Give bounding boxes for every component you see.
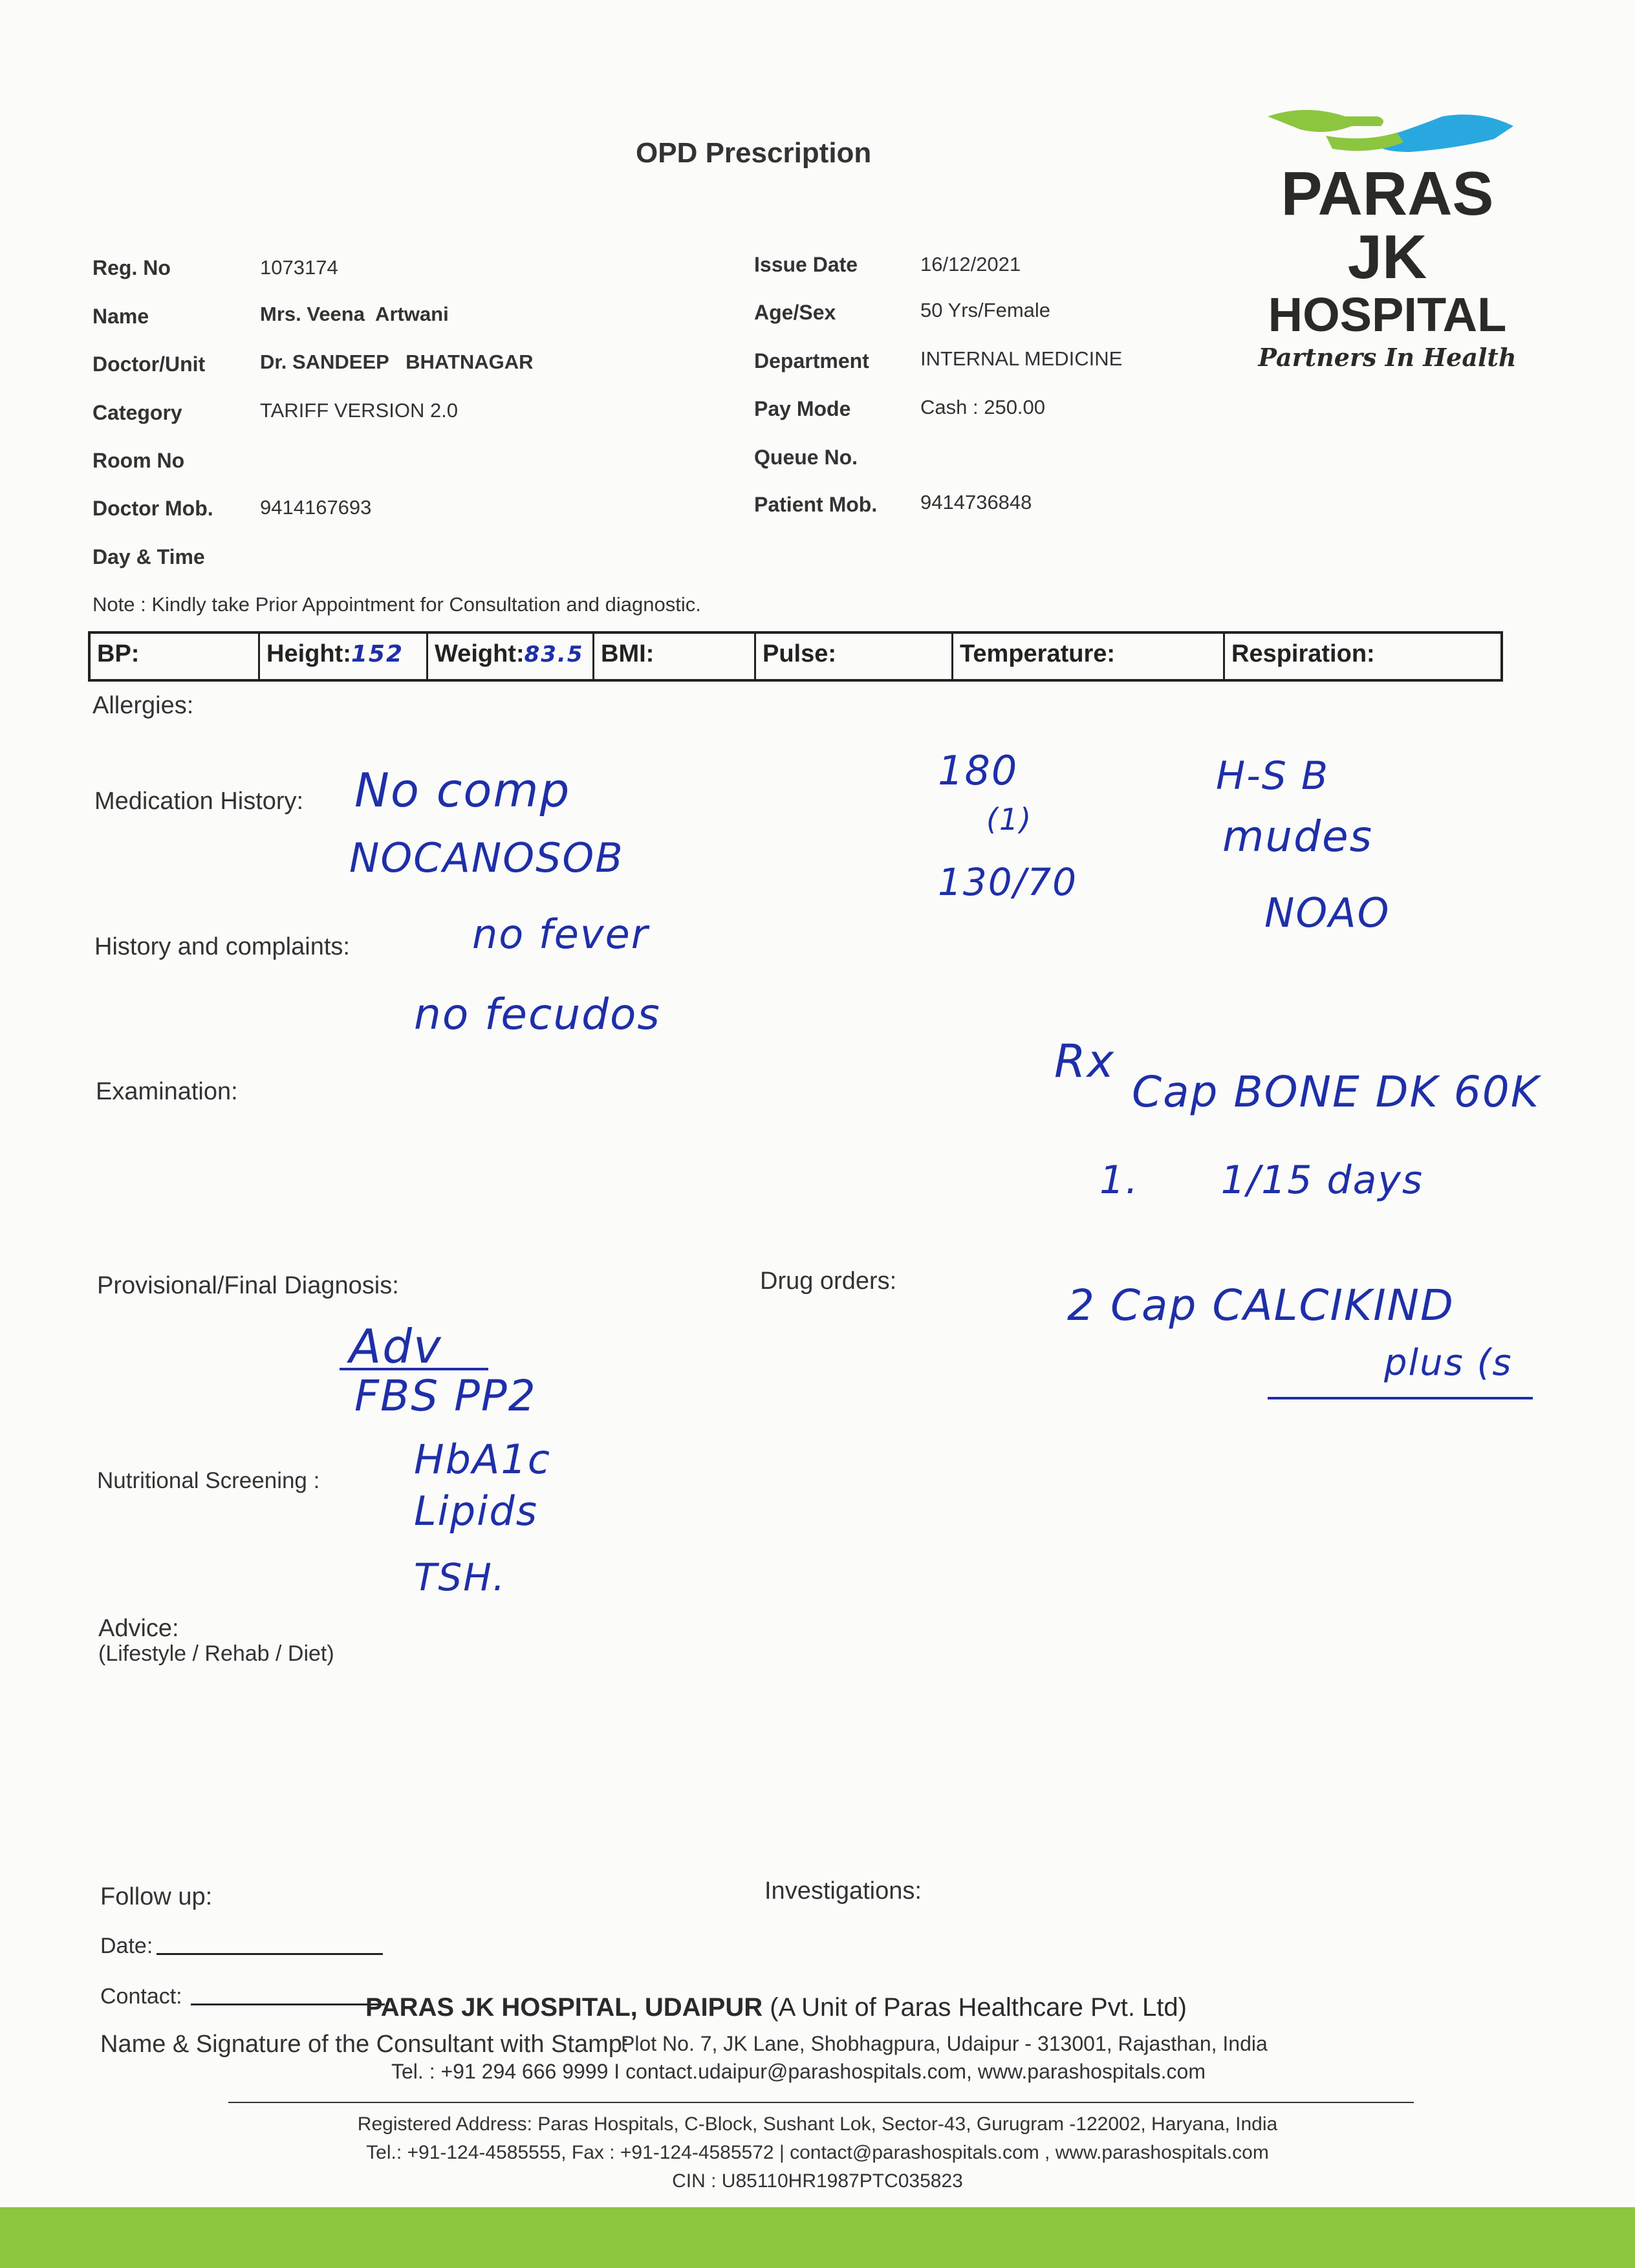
investigations-label: Investigations: bbox=[764, 1877, 922, 1905]
allergies-label: Allergies: bbox=[92, 692, 194, 719]
issue-date-label: Issue Date bbox=[754, 253, 858, 276]
hw-adv-line2: HbA1c bbox=[414, 1436, 551, 1483]
diagnosis-label: Provisional/Final Diagnosis: bbox=[97, 1272, 399, 1299]
weight-value: 83.5 bbox=[524, 642, 584, 667]
hw-hs-line2: mudes bbox=[1222, 812, 1374, 861]
footer-divider bbox=[228, 2102, 1414, 2103]
footer-unit: (A Unit of Paras Healthcare Pvt. Ltd) bbox=[770, 1993, 1187, 2022]
footer-hospital-line bbox=[365, 1993, 1187, 2022]
weight-cell bbox=[428, 634, 594, 679]
nutritional-screening-label: Nutritional Screening : bbox=[97, 1468, 320, 1493]
queue-no-label: Queue No. bbox=[754, 446, 858, 469]
doctor-unit-value: Dr. SANDEEP BHATNAGAR bbox=[260, 351, 534, 373]
hw-hist-line2: no fecudos bbox=[414, 989, 661, 1039]
bp-cell bbox=[91, 634, 260, 679]
department-label: Department bbox=[754, 349, 869, 373]
reg-no-label: Reg. No bbox=[92, 256, 171, 279]
contact-line bbox=[191, 2003, 385, 2005]
issue-date-value: 16/12/2021 bbox=[920, 253, 1021, 275]
hw-drug1-dose: 1. 1/15 days bbox=[1099, 1158, 1424, 1203]
name-value: Mrs. Veena Artwani bbox=[260, 303, 449, 325]
department-value: INTERNAL MEDICINE bbox=[920, 347, 1123, 370]
day-time-label: Day & Time bbox=[92, 545, 205, 568]
room-no-label: Room No bbox=[92, 449, 185, 472]
drug-orders-label: Drug orders: bbox=[760, 1268, 897, 1295]
advice-sub-label: (Lifestyle / Rehab / Diet) bbox=[98, 1641, 334, 1666]
bmi-label: BMI: bbox=[601, 640, 655, 667]
hw-adv-underline bbox=[340, 1368, 488, 1370]
age-sex-label: Age/Sex bbox=[754, 301, 836, 324]
respiration-label: Respiration: bbox=[1231, 640, 1375, 667]
footer-cin: CIN : U85110HR1987PTC035823 bbox=[672, 2170, 963, 2192]
hw-med-line1: No comp bbox=[354, 763, 571, 817]
name-label: Name bbox=[92, 305, 149, 328]
hw-drug1: Cap BONE DK 60K bbox=[1132, 1067, 1541, 1117]
hw-drug2-line2: plus (s bbox=[1384, 1342, 1513, 1384]
footer-tel2: Tel.: +91-124-4585555, Fax : +91-124-4585572 | contact@parashospitals.com , www.parashospitals.com bbox=[366, 2142, 1269, 2163]
weight-label: Weight: bbox=[435, 640, 525, 667]
examination-label: Examination: bbox=[96, 1078, 238, 1105]
hw-adv-line3: Lipids bbox=[414, 1487, 539, 1535]
logo-tagline: Partners In Health bbox=[1258, 343, 1517, 372]
hw-adv-line1: FBS PP2 bbox=[354, 1371, 537, 1421]
vitals-table bbox=[88, 631, 1503, 682]
logo-paras: PARAS bbox=[1281, 159, 1494, 228]
category-label: Category bbox=[92, 401, 182, 424]
height-value: 152 bbox=[351, 641, 404, 667]
bmi-cell bbox=[594, 634, 756, 679]
pay-mode-value: Cash : 250.00 bbox=[920, 396, 1046, 418]
hands-logo-icon bbox=[1248, 103, 1526, 162]
medication-history-label: Medication History: bbox=[94, 788, 304, 815]
respiration-cell bbox=[1225, 634, 1500, 679]
hw-rx: Rx bbox=[1054, 1035, 1116, 1088]
page-title: OPD Prescription bbox=[636, 137, 872, 169]
patient-mob-value: 9414736848 bbox=[920, 491, 1032, 513]
appointment-note: Note : Kindly take Prior Appointment for Consultation and diagnostic. bbox=[92, 593, 701, 616]
patient-mob-label: Patient Mob. bbox=[754, 493, 878, 516]
date-line bbox=[157, 1953, 383, 1955]
reg-no-value: 1073174 bbox=[260, 256, 338, 279]
temperature-cell bbox=[953, 634, 1225, 679]
height-label: Height: bbox=[266, 640, 351, 667]
footer-hospital-name: PARAS JK HOSPITAL, UDAIPUR bbox=[365, 1993, 763, 2022]
doctor-unit-label: Doctor/Unit bbox=[92, 352, 206, 376]
footer-registered: Registered Address: Paras Hospitals, C-Block, Sushant Lok, Sector-43, Gurugram -122002, Haryana, India bbox=[357, 2113, 1278, 2135]
hw-hist-line1: no fever bbox=[472, 911, 649, 958]
hw-adv-line4: TSH. bbox=[414, 1555, 506, 1599]
bp-label: BP: bbox=[97, 640, 140, 667]
footer-tel: Tel. : +91 294 666 9999 I contact.udaipur@parashospitals.com, www.parashospitals.com bbox=[391, 2060, 1206, 2083]
pulse-cell bbox=[756, 634, 953, 679]
height-cell bbox=[260, 634, 428, 679]
date-label: Date: bbox=[100, 1934, 153, 1958]
footer-address: Plot No. 7, JK Lane, Shobhagpura, Udaipur - 313001, Rajasthan, India bbox=[621, 2032, 1268, 2055]
hw-underline bbox=[1268, 1397, 1533, 1399]
hw-med-line2: NOCANOSOB bbox=[349, 834, 624, 881]
history-complaints-label: History and complaints: bbox=[94, 933, 350, 960]
hw-bp-line2: 130/70 bbox=[938, 860, 1078, 904]
logo-jk: JK bbox=[1347, 222, 1427, 292]
hw-bp-line1: 180 bbox=[938, 747, 1019, 794]
advice-label: Advice: bbox=[98, 1615, 179, 1642]
hw-hs-line3: NOAO bbox=[1264, 889, 1391, 936]
follow-up-label: Follow up: bbox=[100, 1883, 213, 1910]
age-sex-value: 50 Yrs/Female bbox=[920, 299, 1051, 321]
hw-bp-circle: (1) bbox=[986, 802, 1033, 837]
doctor-mob-value: 9414167693 bbox=[260, 496, 372, 519]
pulse-label: Pulse: bbox=[763, 640, 837, 667]
logo-hospital: HOSPITAL bbox=[1268, 288, 1507, 341]
footer-green-bar bbox=[0, 2207, 1635, 2268]
hw-hs-line1: H-S B bbox=[1216, 753, 1330, 799]
hw-adv-title: Adv bbox=[349, 1319, 442, 1374]
contact-label: Contact: bbox=[100, 1984, 182, 2009]
temperature-label: Temperature: bbox=[960, 640, 1116, 667]
category-value: TARIFF VERSION 2.0 bbox=[260, 399, 459, 422]
hw-drug2: 2 Cap CALCIKIND bbox=[1067, 1280, 1455, 1330]
signature-label: Name & Signature of the Consultant with Stamp: bbox=[100, 2031, 629, 2058]
pay-mode-label: Pay Mode bbox=[754, 397, 851, 420]
doctor-mob-label: Doctor Mob. bbox=[92, 497, 213, 520]
